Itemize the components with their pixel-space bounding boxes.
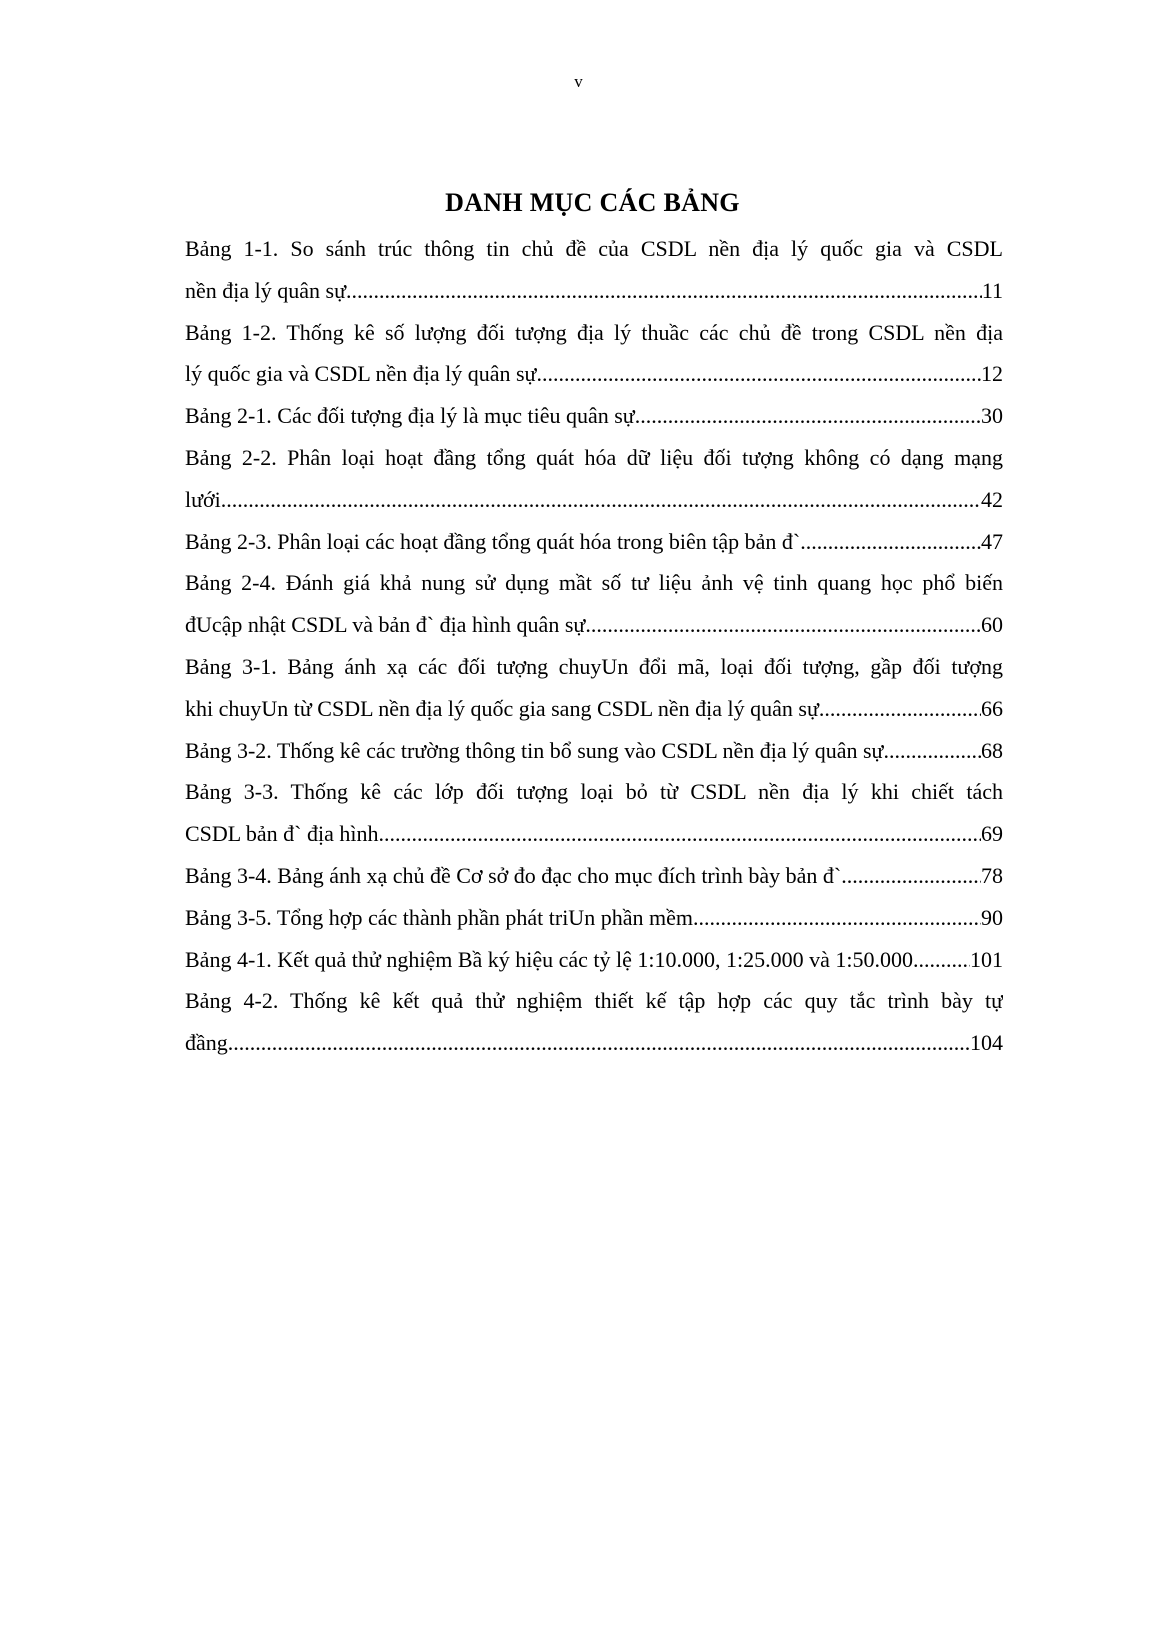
dot-leader [883,730,981,772]
table-entry[interactable] [185,562,1003,646]
dot-leader [841,855,981,897]
entry-page-number: 42 [981,486,1003,512]
entry-text-line: Bảng 2-1. Các đối tượng địa lý là mục tiêu quân sự [185,403,635,429]
entry-page-number: 68 [981,737,1003,763]
dot-leader [913,939,970,981]
entry-last-line [185,1022,1003,1064]
entry-text-line: Bảng 4-2. Thống kê kết quả thử nghiệm thiết kế tập hợp các quy tắc trình bày tự [185,988,1003,1014]
page-title: DANH MỤC CÁC BẢNG [445,188,740,217]
entry-last-line [185,353,1003,395]
entry-last-line [185,730,1003,772]
entry-last-line [185,855,1003,897]
entry-page-number: 69 [981,821,1003,847]
entry-last-line [185,604,1003,646]
entry-last-line [185,897,1003,939]
dot-leader [635,395,981,437]
entry-page-number: 101 [970,946,1003,972]
entry-text-line: Bảng 2-2. Phân loại hoạt đầng tổng quát hóa dữ liệu đối tượng không có dạng mạng [185,444,1003,470]
entry-page-number: 12 [981,361,1003,387]
entry-text-line: lưới [185,486,221,512]
entry-text-line: Bảng 3-1. Bảng ánh xạ các đối tượng chuyUn đổi mã, loại đối tượng, gầp đối tượng [185,653,1003,679]
entry-page-number: 11 [981,277,1003,303]
entry-last-line [185,813,1003,855]
entry-text-line: Bảng 1-1. So sánh trúc thông tin chủ đề của CSDL nền địa lý quốc gia và CSDL [185,236,1003,261]
entry-last-line [185,270,1003,312]
dot-leader [693,897,981,939]
entry-text-line: Bảng 2-3. Phân loại các hoạt đầng tổng quát hóa trong biên tập bản đ` [185,528,801,554]
entry-last-line [185,395,1003,437]
dot-leader [379,813,982,855]
table-entry[interactable] [185,980,1003,1064]
entry-text-line: lý quốc gia và CSDL nền địa lý quân sự [185,361,537,387]
entry-page-number: 66 [981,695,1003,721]
entry-last-line [185,688,1003,730]
page-number: v [574,72,583,91]
table-entry[interactable] [185,855,1003,897]
table-entry[interactable] [185,646,1003,730]
table-list [185,228,1003,1064]
entry-last-line [185,521,1003,563]
dot-leader [536,353,981,395]
entry-last-line [185,479,1003,521]
dot-leader [585,604,981,646]
dot-leader [819,688,981,730]
dot-leader [800,521,981,563]
entry-text-line: CSDL bản đ` địa hình [185,821,379,847]
table-entry[interactable] [185,228,1003,312]
entry-text-line: khi chuyUn từ CSDL nền địa lý quốc gia sang CSDL nền địa lý quân sự [185,695,819,721]
table-entry[interactable] [185,521,1003,563]
entry-text-line: Bảng 2-4. Đánh giá khả nung sử dụng mầt số tư liệu ảnh vệ tinh quang học phổ biến [185,570,1003,596]
entry-text-line: Bảng 3-2. Thống kê các trường thông tin bổ sung vào CSDL nền địa lý quân sự [185,737,884,763]
entry-text-line: đUcập nhật CSDL và bản đ` địa hình quân sự [185,612,586,638]
entry-page-number: 60 [981,612,1003,638]
entry-text-line: Bảng 3-4. Bảng ánh xạ chủ đề Cơ sở đo đạc cho mục đích trình bày bản đ` [185,862,842,888]
entry-text-line: Bảng 4-1. Kết quả thử nghiệm Bầ ký hiệu các tỷ lệ 1:10.000, 1:25.000 và 1:50.000 [185,946,914,972]
table-entry[interactable] [185,395,1003,437]
entry-text-line: Bảng 3-3. Thống kê các lớp đối tượng loại bỏ từ CSDL nền địa lý khi chiết tách [185,779,1003,805]
entry-text-line: Bảng 3-5. Tổng hợp các thành phần phát triUn phần mềm [185,904,693,930]
table-entry[interactable] [185,771,1003,855]
entry-page-number: 78 [981,862,1003,888]
table-entry[interactable] [185,939,1003,981]
table-entry[interactable] [185,312,1003,396]
table-entry[interactable] [185,730,1003,772]
table-entry[interactable] [185,897,1003,939]
entry-page-number: 90 [981,904,1003,930]
dot-leader [228,1022,970,1064]
table-entry[interactable] [185,437,1003,521]
entry-text-line: nền địa lý quân sự [185,277,347,303]
entry-text-line: Bảng 1-2. Thống kê số lượng đối tượng địa lý thuầc các chủ đề trong CSDL nền địa [185,319,1003,345]
entry-page-number: 47 [981,528,1003,554]
entry-text-line: đầng [185,1030,228,1056]
entry-page-number: 30 [981,403,1003,429]
dot-leader [346,270,982,312]
dot-leader [221,479,981,521]
entry-last-line [185,939,1003,981]
entry-page-number: 104 [970,1030,1003,1056]
